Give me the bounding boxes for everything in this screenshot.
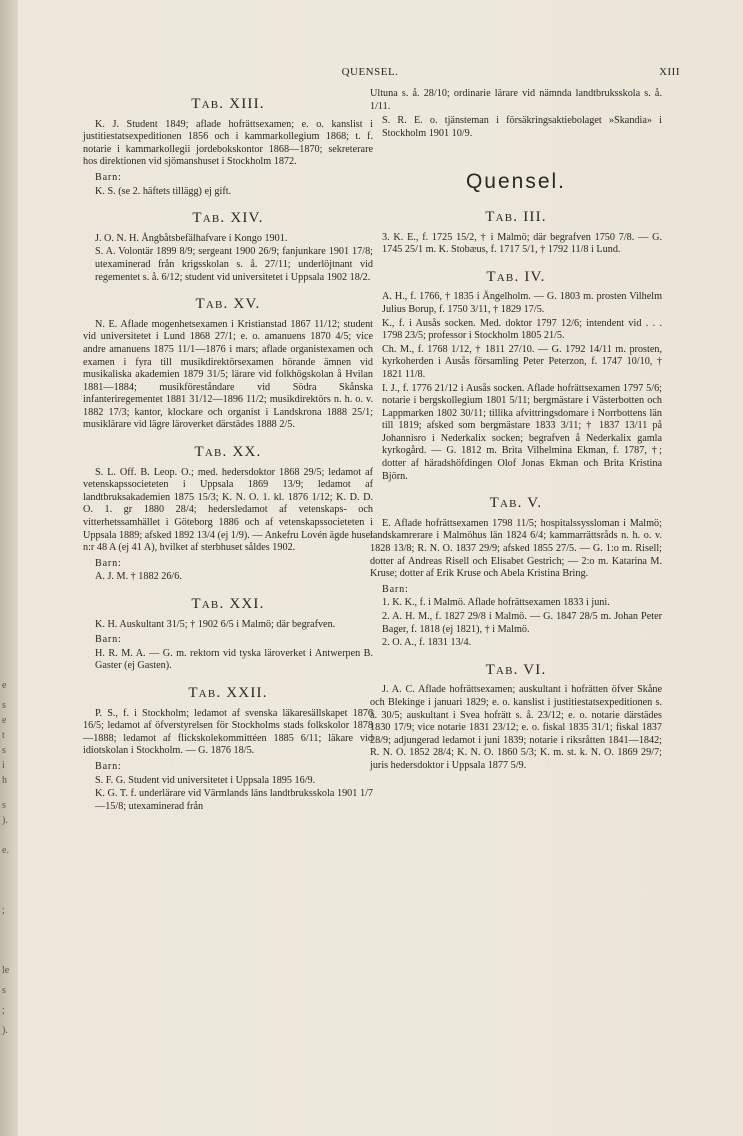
section-heading: Tab. XV.: [195, 296, 261, 313]
person-entry: 2. O. A., f. 1831 13/4.: [382, 637, 472, 649]
edge-mark: s: [2, 985, 6, 996]
page-number: XIII: [659, 66, 680, 78]
person-entry: 1. K. K., f. i Malmö. Aflade hofrättsexamen 1833 i juni.: [382, 597, 610, 609]
edge-mark: le: [2, 965, 10, 976]
person-entry: S. F. G. Student vid universitetet i Uppsala 1895 16/9.: [95, 774, 316, 786]
edge-mark: s: [2, 700, 6, 711]
person-entry: K. J. Student 1849; aflade hofrättsexamen; e. o. kanslist i justitiestatsexpeditionen 1856 och i kammarkollegium 1868; t. f. notarie i kammarkollegii jordebokskontor 1868—1870; sekreterare hos direktionen vid sjömanshuset i Stockholm 1872.: [83, 118, 373, 168]
edge-mark: e: [2, 715, 7, 726]
person-entry: K. S. (se 2. häftets tillägg) ej gift.: [95, 185, 232, 197]
section-heading: Tab. VI.: [485, 661, 547, 678]
children-label: Barn:: [95, 634, 122, 646]
edge-mark: s: [2, 745, 6, 756]
person-entry: J. O. N. H. Ångbåtsbefälhafvare i Kongo 1901.: [95, 232, 288, 244]
person-entry: E. Aflade hofrättsexamen 1798 11/5; hospitalssyssloman i Malmö; landskamrerare i Malmöhus län 1824 6/4; kammarrättsråds n. h. o. v. 1828 13/8; R. N. O. 1837 29/9; afsked 1855 27/5. — G. 1:o m. Risell; dotter af Andreas Risell och Elisabet Gestrich; — 2:o m. Katarina M. Kruse; dotter af Erik Kruse och Abela Kristina Bring.: [370, 517, 662, 580]
section-heading: Tab. XXII.: [188, 684, 268, 701]
person-entry: 3. K. E., f. 1725 15/2, † i Malmö; där begrafven 1750 7/8. — G. 1745 25/1 m. K. Stobæus, f. 1717 5/1, † 1792 11/8 i Lund.: [382, 231, 662, 256]
edge-mark: e.: [2, 845, 9, 856]
person-entry: K., f. i Ausås socken. Med. doktor 1797 12/6; intendent vid . . . 1798 23/5; professor i Stockholm 1805 21/5.: [382, 317, 662, 342]
person-entry: S. L. Off. B. Leop. O.; med. hedersdoktor 1868 29/5; ledamot af vetenskapssocieteten i Uppsala 1869 13/9; ledamot af landtbruksakademien 1875 15/3; K. N. O. 1. kl. 1876 1/12; K. D. D. O. 1. gr 1880 28/4; hedersledamot af vetenskaps- och vitterhetssamhället i Göteborg 1886 och af vetenskapssocieteten i Uppsala 1889; afsked 1892 13/4 (ej 1/9). — Ankefru Lovén ägde huset n:r 48 A (ej 41 A), hvilket af sterbhuset såldes 1902.: [83, 466, 373, 554]
edge-mark: t: [2, 730, 5, 741]
edge-mark: ).: [2, 815, 8, 826]
section-heading: Tab. XX.: [194, 444, 262, 461]
person-entry: S. R. E. o. tjänsteman i försäkringsaktiebolaget »Skandia» i Stockholm 1901 10/9.: [382, 115, 662, 139]
children-label: Barn:: [95, 760, 122, 772]
person-entry: I. J., f. 1776 21/12 i Ausås socken. Aflade hofrättsexamen 1797 5/6; notarie i bergskollegium 1801 5/11; bergmästare i Västerbotten och Lappmarken 1802 30/11; tillika afvittringsdomare i Norrbottens län till 1819; afsked som bergmästare 1833 3/11; † 1837 13/11 på Johannisro i Nederkalix socken; begrafven å Nederkalix gamla kyrkogård. — G. 1812 m. Brita Vilhelmina Ekman, f. 1787, †; dotter af häradshöfdingen Olof Jonas Ekman och Brita Kristina Björn.: [382, 382, 662, 482]
person-entry: S. A. Volontär 1899 8/9; sergeant 1900 26/9; fanjunkare 1901 17/8; utexaminerad från krigsskolan s. å. 27/11; underlöjtnant vid regementet s. å. 6/12; student vid universitetet i Uppsala 1902 18/2.: [95, 246, 373, 283]
left-column: [83, 88, 373, 814]
right-column: [370, 88, 662, 775]
running-head: [60, 66, 680, 82]
person-entry: A. J. M. † 1882 26/6.: [95, 571, 182, 583]
edge-mark: ;: [2, 905, 5, 916]
person-entry: Ch. M., f. 1768 1/12, † 1811 27/10. — G. 1792 14/11 m. prosten, kyrkoherden i Ausås församling Peter Peterzon, f. 1747 10/10, † 1821 11/8.: [382, 343, 662, 380]
section-heading: Tab. III.: [485, 208, 547, 225]
person-entry: A. H., f. 1766, † 1835 i Ängelholm. — G. 1803 m. prosten Vilhelm Julius Borup, f. 1750 3/11, † 1829 17/5.: [382, 291, 662, 315]
edge-mark: i: [2, 760, 5, 771]
family-title: Quensel.: [465, 170, 567, 194]
person-entry: K. H. Auskultant 31/5; † 1902 6/5 i Malmö; där begrafven.: [95, 618, 336, 630]
section-heading: Tab. V.: [489, 495, 543, 512]
edge-mark: ).: [2, 1025, 8, 1036]
section-heading: Tab. XXI.: [191, 596, 265, 612]
person-entry: J. A. C. Aflade hofrättsexamen; auskultant i hofrätten öfver Skåne och Blekinge i januari 1829; e. o. kanslist i justitiestatsexpeditionen s. å. 30/5; auskultant i Svea hofrätt s. å. 23/12; e. o. notarie därstädes 1830 17/9; vice notarie 1831 23/12; e. o. fiskal 1835 31/1; fiskal 1837 28/9; adjungerad ledamot i juni 1839; notarie i riksråtten 1841—1842; R. N. O. 1852 28/4; K. N. O. 1860 5/3; K. m. st. k. N. O. 1869 29/7; juris hedersdoktor i Uppsala 1877 5/9.: [370, 684, 662, 771]
children-label: Barn:: [95, 557, 122, 569]
running-head-title: QUENSEL.: [341, 66, 399, 78]
children-label: Barn:: [382, 583, 409, 595]
section-heading: Tab. XIII.: [191, 96, 265, 112]
person-entry: 2. A. H. M., f. 1827 29/8 i Malmö. — G. 1847 28/5 m. Johan Peter Bager, f. 1818 (ej 1821), † i Malmö.: [382, 611, 662, 635]
section-heading: Tab. IV.: [486, 268, 546, 285]
edge-mark: ;: [2, 1005, 5, 1016]
person-entry: P. S., f. i Stockholm; ledamot af svenska läkaresällskapet 1876 16/5; ledamot af öfverstyrelsen för Stockholms stads folkskolor 1878—1888; ledamot af flickskolekommittéen 1885 6/11; läkare vid idiotskolan i Stockholm. — G. 1876 18/5.: [83, 707, 373, 757]
person-entry: H. R. M. A. — G. m. rektorn vid tyska läroverket i Antwerpen B. Gaster (ej Gasten).: [95, 647, 373, 672]
person-entry: K. G. T. f. underlärare vid Värmlands läns landtbruksskola 1901 1/7—15/8; utexaminerad från: [95, 788, 373, 812]
edge-mark: e: [2, 680, 7, 691]
edge-mark: s: [2, 800, 6, 811]
person-entry: N. E. Aflade mogenhetsexamen i Kristianstad 1867 11/12; student vid universitetet i Lund 1868 27/1; e. o. amanuens 1870 4/5; vice andre amanuens 1875 11/1—1876 i mars; aflade organistexamen och examen i fyra till musikdirektörsexamen hörande ämnen vid musikaliska akademien 1879 31/5; lärare vid folkhögskolan å Hvilan 1881—1884; musikföreståndare vid Södra Skånska infanteriregementet 1881 31/12—1896 11/2; musikdirektörs n. h. o. v. 1882 17/3; kantor, klockare och organist i Landskrona 1888 25/1; musiklärare vid lägre läroverket därstädes 1888 2/5.: [83, 318, 373, 431]
entry: Ultuna s. å. 28/10; ordinarie lärare vid nämnda landtbruksskola s. å. 1/11.: [370, 88, 662, 112]
children-label: Barn:: [95, 171, 122, 183]
section-heading: Tab. XIV.: [192, 210, 264, 227]
edge-mark: h: [2, 775, 7, 786]
